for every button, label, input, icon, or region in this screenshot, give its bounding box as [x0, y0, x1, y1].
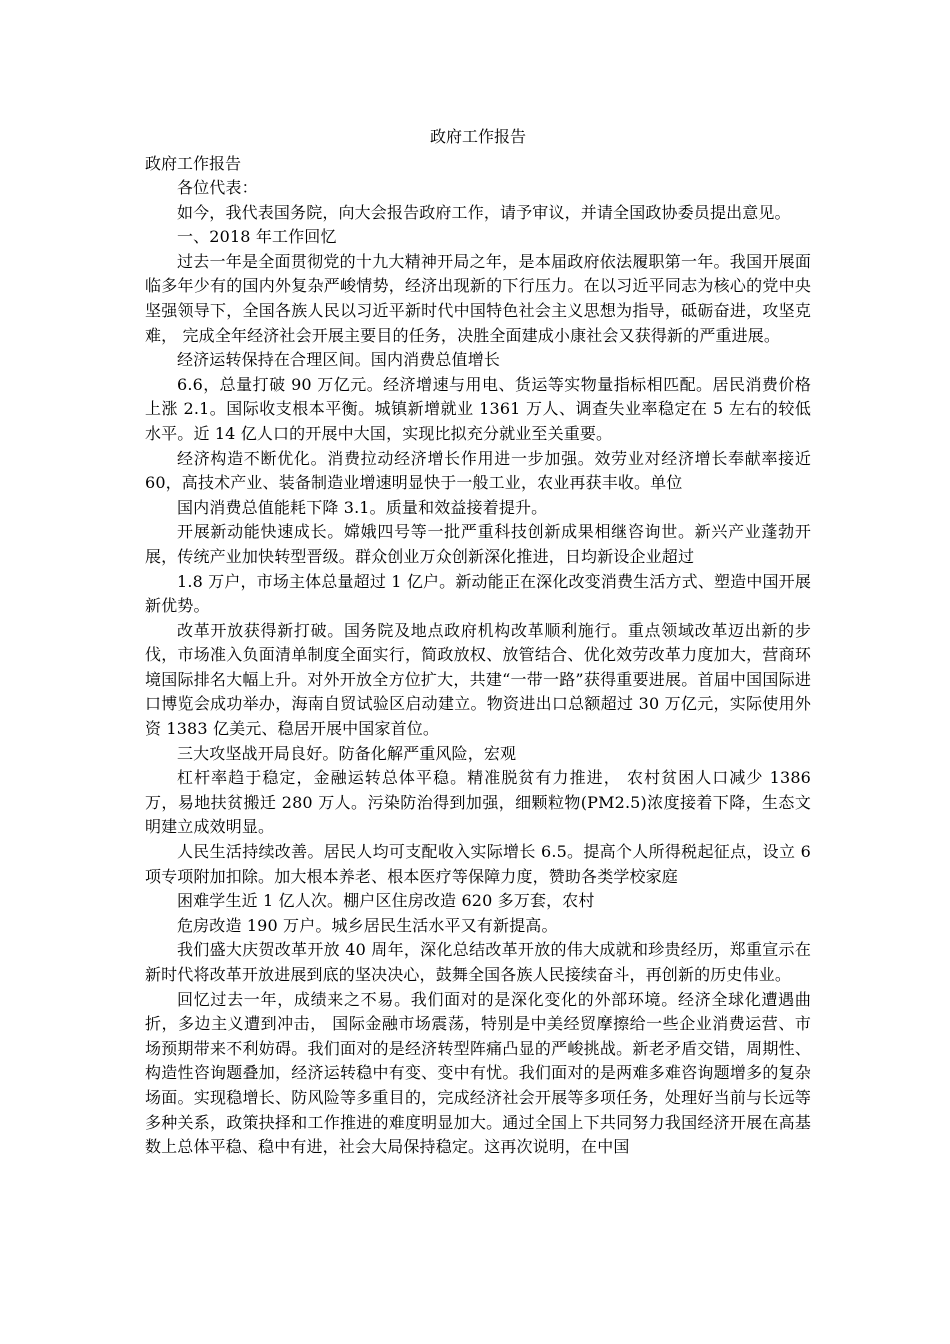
- paragraph: 1.8 万户，市场主体总量超过 1 亿户。新动能正在深化改变消费生活方式、塑造中国开展新优势。: [145, 571, 811, 616]
- paragraph: 改革开放获得新打破。国务院及地点政府机构改革顺利施行。重点领域改革迈出新的步伐，市场准入负面清单制度全面实行，简政放权、放管结合、优化效劳改革力度加大，营商环境国际排名大幅上升。对外开放全方位扩大，共建“一带一路”获得重要进展。首届中国国际进口博览会成功举办，海南自贸试验区启动建立。物资进出口总额超过 30 万亿元，实际使用外资 1383 亿美元、稳居开展中国家首位。: [145, 620, 811, 739]
- document-title: 政府工作报告: [429, 127, 526, 146]
- document-subtitle: 政府工作报告: [145, 154, 242, 173]
- paragraph: 过去一年是全面贯彻党的十九大精神开局之年，是本届政府依法履职第一年。我国开展面临多年少有的国内外复杂严峻情势，经济出现新的下行压力。在以习近平同志为核心的党中央坚强领导下，全国各族人民以习近平新时代中国特色社会主义思想为指导，砥砺奋进，攻坚克难， 完成全年经济社会开展主要目的任务，决胜全面建成小康社会又获得新的严重进展。: [145, 251, 811, 345]
- paragraph: 开展新动能快速成长。嫦娥四号等一批严重科技创新成果相继咨询世。新兴产业蓬勃开展，传统产业加快转型晋级。群众创业万众创新深化推进，日均新设企业超过: [145, 522, 811, 566]
- paragraph: 6.6，总量打破 90 万亿元。经济增速与用电、货运等实物量指标相匹配。居民消费价格上涨 2.1。国际收支根本平衡。城镇新增就业 1361 万人、调查失业率稳定在 5 左右的较低水平。近 14 亿人口的开展中大国，实现比拟充分就业至关重要。: [145, 374, 811, 443]
- paragraph: 回忆过去一年，成绩来之不易。我们面对的是深化变化的外部环境。经济全球化遭遇曲折，多边主义遭到冲击， 国际金融市场震荡，特别是中美经贸摩擦给一些企业消费运营、市场预期带来不利妨碍。我们面对的是经济转型阵痛凸显的严峻挑战。新老矛盾交错，周期性、构造性咨询题叠加，经济运转稳中有变、变中有忧。我们面对的是两难多难咨询题增多的复杂场面。实现稳增长、防风险等多重目的，完成经济社会开展等多项任务，处理好当前与长远等多种关系，政策抉择和工作推进的难度明显加大。通过全国上下共同努力我国经济开展在高基数上总体平稳、稳中有进，社会大局保持稳定。这再次说明，在中国: [145, 989, 811, 1157]
- paragraph: 经济运转保持在合理区间。国内消费总值增长: [177, 350, 501, 370]
- paragraph: 困难学生近 1 亿人次。棚户区住房改造 620 多万套，农村: [177, 891, 595, 911]
- paragraph: 三大攻坚战开局良好。防备化解严重风险，宏观: [177, 743, 517, 763]
- section-heading: 一、2018 年工作回忆: [177, 227, 337, 247]
- paragraph: 经济构造不断优化。消费拉动经济增长作用进一步加强。效劳业对经济增长奉献率接近 60，高技术产业、装备制造业增速明显快于一般工业，农业再获丰收。单位: [145, 448, 811, 493]
- paragraph-opening: 如今，我代表国务院，向大会报告政府工作，请予审议，并请全国政协委员提出意见。: [177, 202, 791, 222]
- paragraph: 危房改造 190 万户。城乡居民生活水平又有新提高。: [177, 915, 558, 935]
- document-page: [145, 124, 811, 1160]
- paragraph: 国内消费总值能耗下降 3.1。质量和效益接着提升。: [177, 497, 548, 517]
- paragraph: 杠杆率趋于稳定，金融运转总体平稳。精准脱贫有力推进， 农村贫困人口减少 1386 万，易地扶贫搬迁 280 万人。污染防治得到加强，细颗粒物(PM2.5)浓度接着下降，生态文明建立成效明显。: [145, 768, 811, 837]
- paragraph: 人民生活持续改善。居民人均可支配收入实际增长 6.5。提高个人所得税起征点，设立 6 项专项附加扣除。加大根本养老、根本医疗等保障力度，赞助各类学校家庭: [145, 842, 811, 886]
- paragraph-salutation: 各位代表：: [177, 178, 258, 197]
- paragraph: 我们盛大庆贺改革开放 40 周年，深化总结改革开放的伟大成就和珍贵经历，郑重宣示在新时代将改革开放进展到底的坚决决心，鼓舞全国各族人民接续奋斗，再创新的历史伟业。: [145, 940, 811, 984]
